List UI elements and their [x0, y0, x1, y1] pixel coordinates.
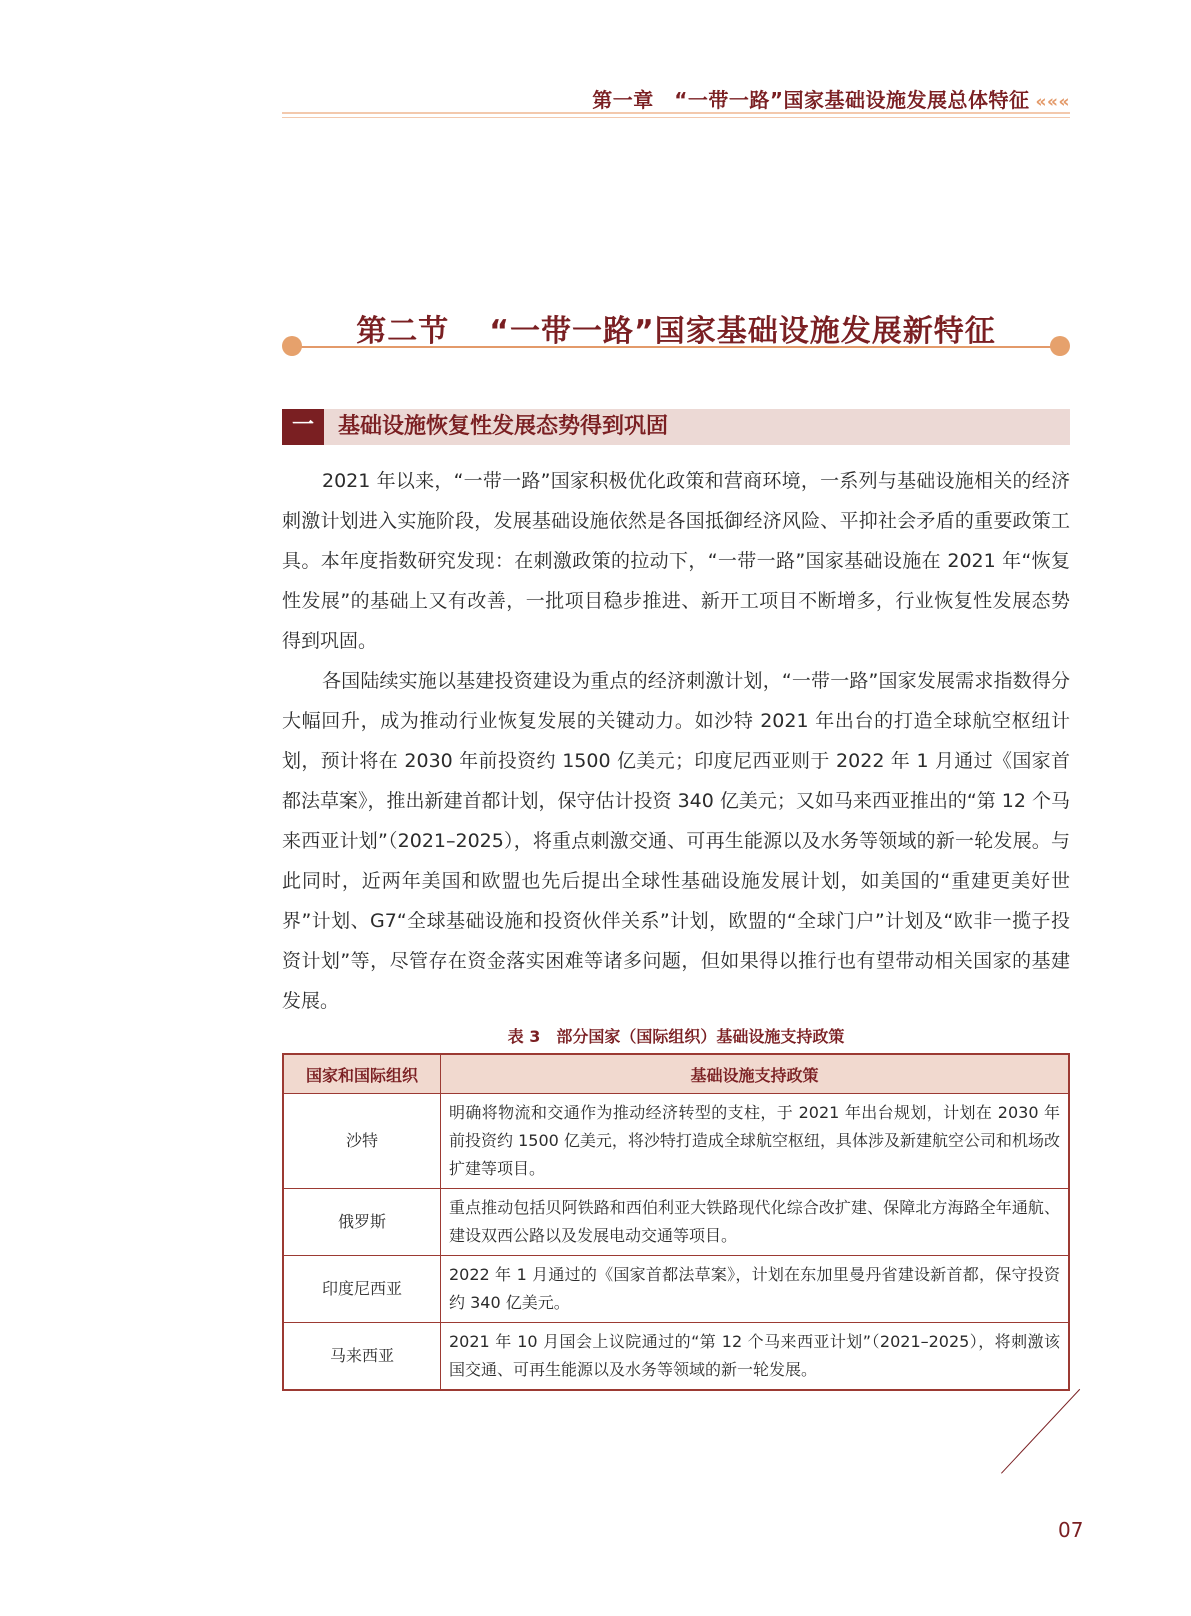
table-caption: 表 3 部分国家（国际组织）基础设施支持政策: [507, 1027, 845, 1046]
country-cell: 马来西亚: [283, 1323, 441, 1391]
policy-cell: 2021 年 10 月国会上议院通过的“第 12 个马来西亚计划”（2021–2025），将刺激该国交通、可再生能源以及水务等领域的新一轮发展。: [441, 1323, 1070, 1391]
running-header: [282, 84, 1070, 113]
policy-table: [282, 1053, 1070, 1391]
ornament-dot-right: [1050, 336, 1070, 356]
country-cell: 沙特: [283, 1094, 441, 1189]
table-row: [283, 1323, 1069, 1391]
country-cell: 俄罗斯: [283, 1189, 441, 1256]
chapter-title: 第一章 “一带一路”国家基础设施发展总体特征: [592, 88, 1030, 112]
section-title: [282, 306, 1070, 350]
chevron-icon: «««: [1035, 92, 1070, 112]
country-cell: 印度尼西亚: [283, 1256, 441, 1323]
section-label: 第二节: [356, 314, 450, 349]
table-header-row: [283, 1054, 1069, 1094]
policy-cell: 明确将物流和交通作为推动经济转型的支柱，于 2021 年出台规划，计划在 2030 年前投资约 1500 亿美元，将沙特打造成全球航空枢纽，具体涉及新建航空公司和机场改扩建等项目。: [441, 1094, 1070, 1189]
section-title-rule: [292, 346, 1060, 348]
page-number: 07: [1058, 1518, 1084, 1542]
column-header-country: 国家和国际组织: [283, 1054, 441, 1094]
table-row: [283, 1256, 1069, 1323]
corner-diagonal-line: [1001, 1389, 1080, 1474]
section-heading: “一带一路”国家基础设施发展新特征: [489, 314, 996, 349]
subsection-heading: [282, 409, 1070, 445]
header-rule-thin: [282, 117, 1070, 118]
paragraph: 各国陆续实施以基建投资建设为重点的经济刺激计划，“一带一路”国家发展需求指数得分大幅回升，成为推动行业恢复发展的关键动力。如沙特 2021 年出台的打造全球航空枢纽计划，预计将在 2030 年前投资约 1500 亿美元；印度尼西亚则于 2022 年 1 月通过《国家首都法草案》，推出新建首都计划，保守估计投资 340 亿美元；又如马来西亚推出的“第 12 个马来西亚计划”（2021–2025），将重点刺激交通、可再生能源以及水务等领域的新一轮发展。与此同时，近两年美国和欧盟也先后提出全球性基础设施发展计划，如美国的“重建更美好世界”计划、G7“全球基础设施和投资伙伴关系”计划，欧盟的“全球门户”计划及“欧非一揽子投资计划”等，尽管存在资金落实困难等诸多问题，但如果得以推行也有望带动相关国家的基建发展。: [282, 670, 1070, 1012]
subsection-number: 一: [282, 409, 324, 445]
table-row: [283, 1189, 1069, 1256]
header-rule: [282, 112, 1070, 114]
table-row: [283, 1094, 1069, 1189]
subsection-title: 基础设施恢复性发展态势得到巩固: [338, 414, 669, 439]
ornament-dot-left: [282, 336, 302, 356]
body-text: [282, 461, 1070, 1021]
column-header-policy: 基础设施支持政策: [441, 1054, 1070, 1094]
policy-cell: 2022 年 1 月通过的《国家首都法草案》，计划在东加里曼丹省建设新首都，保守投资约 340 亿美元。: [441, 1256, 1070, 1323]
policy-cell: 重点推动包括贝阿铁路和西伯利亚大铁路现代化综合改扩建、保障北方海路全年通航、建设双西公路以及发展电动交通等项目。: [441, 1189, 1070, 1256]
paragraph: 2021 年以来，“一带一路”国家积极优化政策和营商环境，一系列与基础设施相关的经济刺激计划进入实施阶段，发展基础设施依然是各国抵御经济风险、平抑社会矛盾的重要政策工具。本年度指数研究发现：在刺激政策的拉动下，“一带一路”国家基础设施在 2021 年“恢复性发展”的基础上又有改善，一批项目稳步推进、新开工项目不断增多，行业恢复性发展态势得到巩固。: [282, 470, 1070, 652]
